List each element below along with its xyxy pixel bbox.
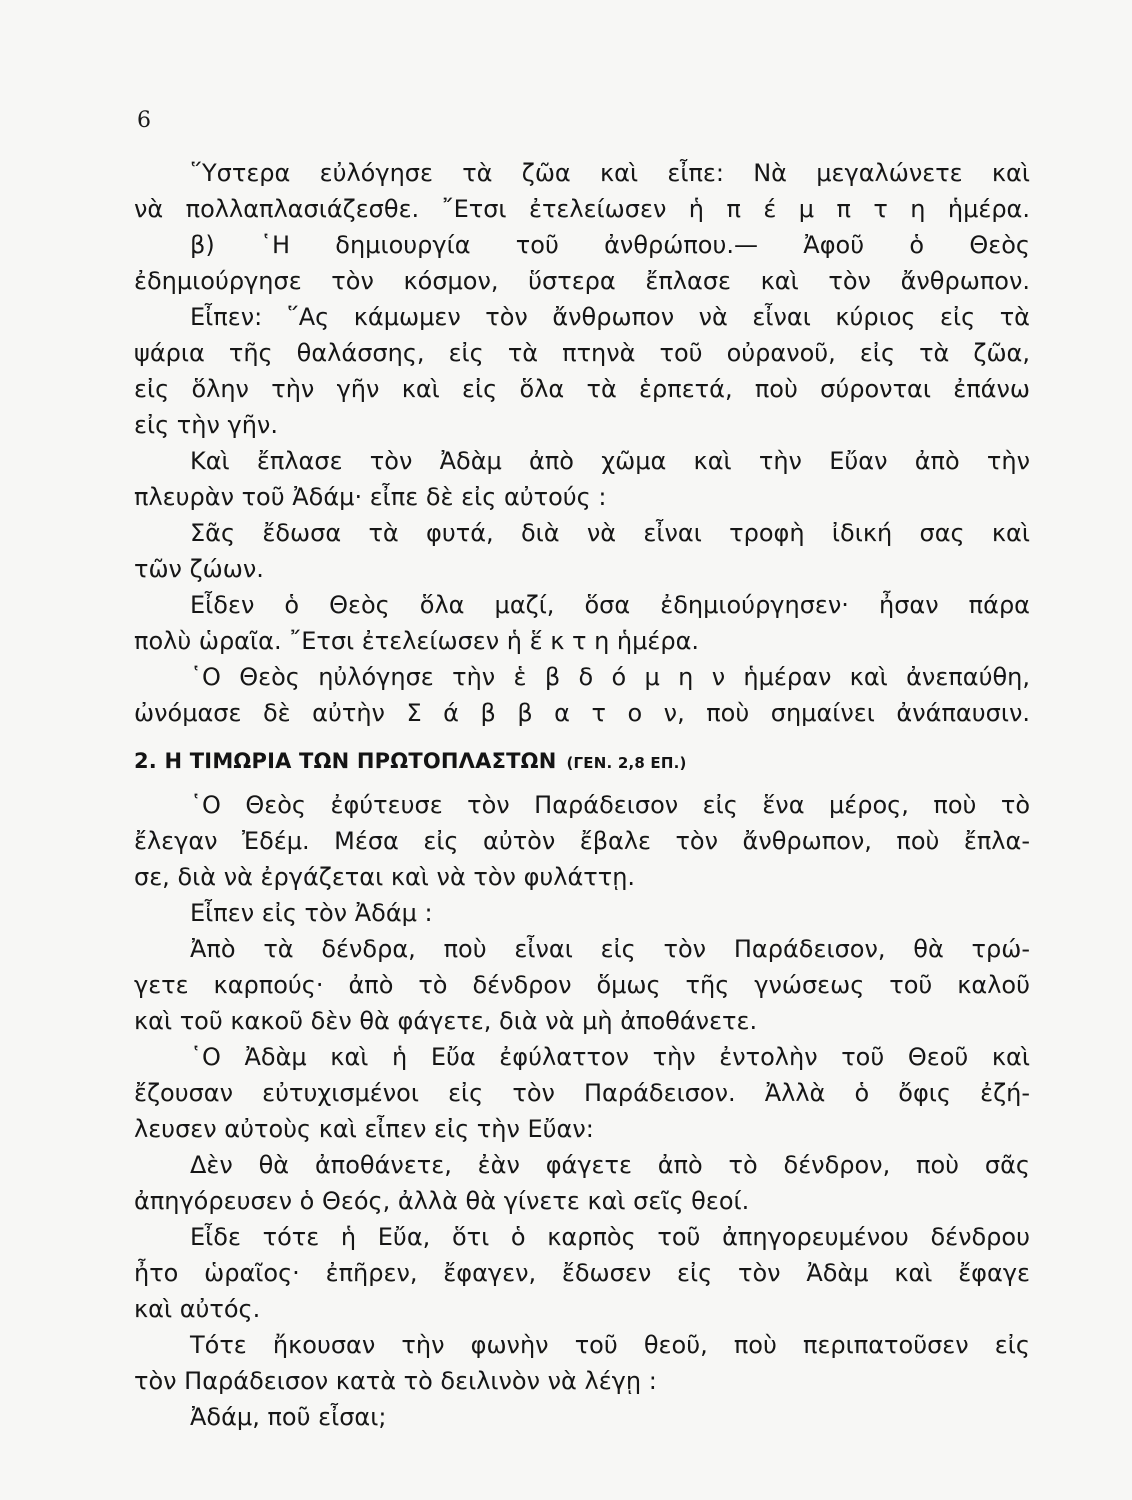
page-number: 6 bbox=[137, 108, 151, 133]
text-line: τῶν ζώων. bbox=[134, 555, 264, 583]
text-line: Σᾶς ἔδωσα τὰ φυτά, διὰ νὰ εἶναι τροφὴ ἰδική σας καὶ bbox=[190, 519, 1030, 547]
text-line: Ἀπὸ τὰ δένδρα, ποὺ εἶναι εἰς τὸν Παράδεισον, θὰ τρώ- bbox=[190, 935, 1030, 963]
text-line: ῾Ο Θεὸς ηὐλόγησε τὴν ἑ β δ ό μ η ν ἡμέραν καὶ ἀνεπαύθη, bbox=[190, 663, 1030, 691]
section-reference: (ΓΕΝ. 2,8 ΕΠ.) bbox=[566, 754, 687, 772]
text-line: σε, διὰ νὰ ἐργάζεται καὶ νὰ τὸν φυλάττῃ. bbox=[134, 863, 636, 891]
text-line: Δὲν θὰ ἀποθάνετε, ἐὰν φάγετε ἀπὸ τὸ δένδρον, ποὺ σᾶς bbox=[190, 1151, 1030, 1179]
text-line: ῞Υστερα εὐλόγησε τὰ ζῶα καὶ εἶπε: Νὰ μεγαλώνετε καὶ bbox=[190, 159, 1030, 187]
text-line: ψάρια τῆς θαλάσσης, εἰς τὰ πτηνὰ τοῦ οὐρανοῦ, εἰς τὰ ζῶα, bbox=[134, 339, 1030, 367]
text-line: καὶ τοῦ κακοῦ δὲν θὰ φάγετε, διὰ νὰ μὴ ἀποθάνετε. bbox=[134, 1007, 758, 1035]
text-line: Ἀδάμ, ποῦ εἶσαι; bbox=[190, 1403, 387, 1431]
text-line: ἐδημιούργησε τὸν κόσμον, ὕστερα ἔπλασε καὶ τὸν ἄνθρωπον. bbox=[134, 267, 1030, 295]
text-line: ἔλεγαν Ἐδέμ. Μέσα εἰς αὐτὸν ἔβαλε τὸν ἄνθρωπον, ποὺ ἔπλα- bbox=[134, 827, 1030, 855]
text-line: ἦτο ὡραῖος· ἐπῆρεν, ἔφαγεν, ἔδωσεν εἰς τὸν Ἀδὰμ καὶ ἔφαγε bbox=[134, 1259, 1030, 1287]
text-line: γετε καρπούς· ἀπὸ τὸ δένδρον ὅμως τῆς γνώσεως τοῦ καλοῦ bbox=[134, 971, 1030, 999]
text-line: Εἶπεν εἰς τὸν Ἀδάμ : bbox=[190, 899, 433, 927]
text-line: ῾Ο Θεὸς ἐφύτευσε τὸν Παράδεισον εἰς ἕνα μέρος, ποὺ τὸ bbox=[190, 791, 1030, 819]
text-line: Εἶδεν ὁ Θεὸς ὅλα μαζί, ὅσα ἐδημιούργησεν· ἦσαν πάρα bbox=[190, 591, 1030, 619]
text-line: Τότε ἤκουσαν τὴν φωνὴν τοῦ θεοῦ, ποὺ περιπατοῦσεν εἰς bbox=[190, 1331, 1030, 1359]
text-line: ὠνόμασε δὲ αὐτὴν Σ ά β β α τ ο ν, ποὺ σημαίνει ἀνάπαυσιν. bbox=[134, 699, 1030, 727]
text-line: β) ῾Η δημιουργία τοῦ ἀνθρώπου.— Ἀφοῦ ὁ Θεὸς bbox=[190, 231, 1030, 259]
text-line: τὸν Παράδεισον κατὰ τὸ δειλινὸν νὰ λέγῃ : bbox=[134, 1367, 657, 1395]
section-title: 2. Η ΤΙΜΩΡΙΑ ΤΩΝ ΠΡΩΤΟΠΛΑΣΤΩΝ bbox=[134, 749, 557, 773]
text-line: ἀπηγόρευσεν ὁ Θεός, ἀλλὰ θὰ γίνετε καὶ σεῖς θεοί. bbox=[134, 1187, 750, 1215]
text-line: πολὺ ὡραῖα. ῎Ετσι ἐτελείωσεν ἡ ἕ κ τ η ἡμέρα. bbox=[134, 627, 700, 655]
section-heading bbox=[134, 749, 687, 773]
text-line: ῾Ο Ἀδὰμ καὶ ἡ Εὔα ἐφύλαττον τὴν ἐντολὴν τοῦ Θεοῦ καὶ bbox=[190, 1043, 1030, 1071]
text-line: ἔζουσαν εὐτυχισμένοι εἰς τὸν Παράδεισον. Ἀλλὰ ὁ ὄφις ἐζή- bbox=[134, 1079, 1030, 1107]
text-line: Εἶπεν: ῞Ας κάμωμεν τὸν ἄνθρωπον νὰ εἶναι κύριος εἰς τὰ bbox=[190, 303, 1030, 331]
text-line: Καὶ ἔπλασε τὸν Ἀδὰμ ἀπὸ χῶμα καὶ τὴν Εὔαν ἀπὸ τὴν bbox=[190, 447, 1030, 475]
text-line: εἰς τὴν γῆν. bbox=[134, 411, 278, 439]
text-line: λευσεν αὐτοὺς καὶ εἶπεν εἰς τὴν Εὔαν: bbox=[134, 1115, 594, 1143]
text-line: νὰ πολλαπλασιάζεσθε. ῎Ετσι ἐτελείωσεν ἡ π έ μ π τ η ἡμέρα. bbox=[134, 195, 1030, 223]
text-line: εἰς ὅλην τὴν γῆν καὶ εἰς ὅλα τὰ ἑρπετά, ποὺ σύρονται ἐπάνω bbox=[134, 375, 1030, 403]
text-line: πλευρὰν τοῦ Ἀδάμ· εἶπε δὲ εἰς αὐτούς : bbox=[134, 483, 607, 511]
text-line: Εἶδε τότε ἡ Εὔα, ὅτι ὁ καρπὸς τοῦ ἀπηγορευμένου δένδρου bbox=[190, 1223, 1030, 1251]
text-line: καὶ αὐτός. bbox=[134, 1295, 261, 1323]
